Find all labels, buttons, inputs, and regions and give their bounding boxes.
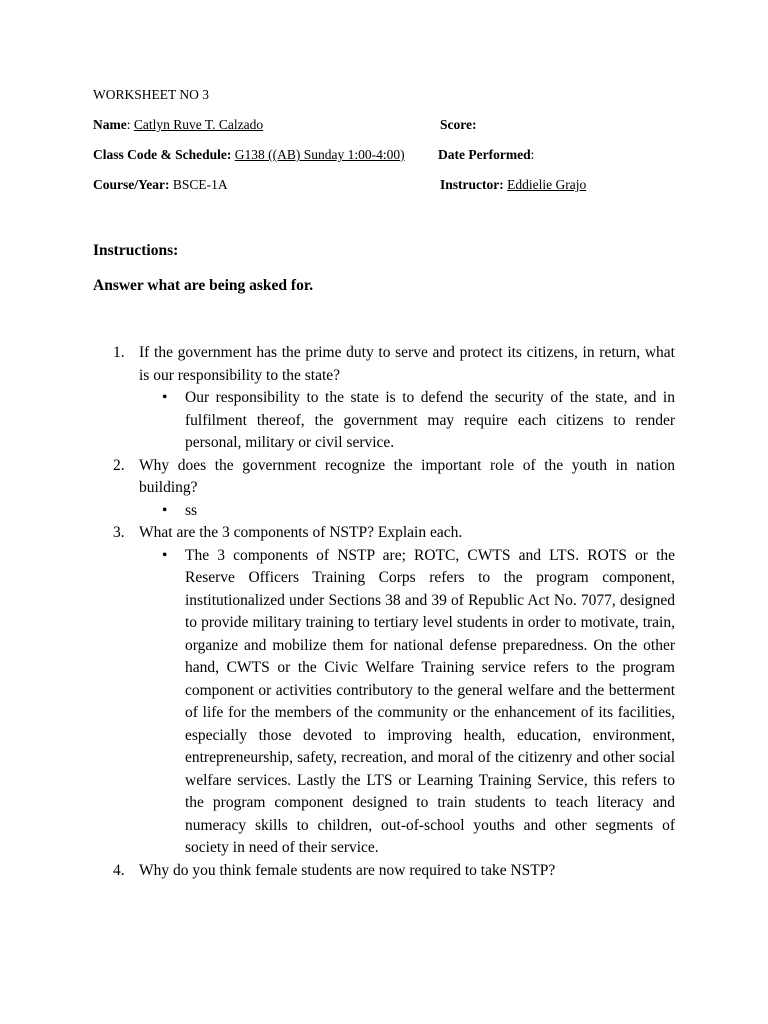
name-value: Catlyn Ruve T. Calzado xyxy=(133,117,264,132)
question-2 xyxy=(93,455,675,500)
date-row xyxy=(438,146,534,164)
score-label: Score: xyxy=(440,117,477,132)
answer-2 xyxy=(93,500,675,523)
question-number: 1. xyxy=(113,344,125,361)
bullet-icon: • xyxy=(162,389,168,406)
question-3 xyxy=(93,522,675,545)
bullet-icon: • xyxy=(162,546,168,564)
instructions-title: Instructions: xyxy=(93,242,179,259)
course-label: Course/Year: xyxy=(93,177,170,192)
question-number: 3. xyxy=(113,524,125,541)
question-number: 4. xyxy=(113,861,125,879)
course-row xyxy=(93,176,228,194)
question-text: What are the 3 components of NSTP? Explain each. xyxy=(139,524,463,541)
course-value: BSCE-1A xyxy=(172,177,228,192)
name-row xyxy=(93,116,263,134)
question-number: 2. xyxy=(113,456,125,474)
question-text: If the government has the prime duty to serve and protect its citizens, in return, what is our responsibility to the state? xyxy=(139,344,675,384)
instructor-row xyxy=(440,176,586,194)
question-text: Why does the government recognize the important role of the youth in nation building? xyxy=(139,456,675,496)
answer-text: The 3 components of NSTP are; ROTC, CWTS and LTS. ROTS or the Reserve Officers Training Corps refers to the program component, institutionalized under Sections 38 and 39 of Republic Act No. 7077, designed to provide military training to tertiary level students in order to motivate, train, organize and mobilize them for national defense preparedness. On the other hand, CWTS or the Civic Welfare Training service refers to the program component or activities contributory to the general welfare and the betterment of life for the members of the community or the enhancement of its facilities, especially those devoted to improving health, education, environment, entrepreneurship, safety, recreation, and moral of the citizenry and other social welfare services. Lastly the LTS or Learning Training Service, this refers to the program component designed to train students to teach literacy and numeracy skills to children, out-of-school youths and other segments of society in need of their service. xyxy=(185,546,675,856)
worksheet-title: WORKSHEET NO 3 xyxy=(93,87,209,102)
question-list xyxy=(93,342,675,882)
question-1 xyxy=(93,342,675,387)
question-text: Why do you think female students are now required to take NSTP? xyxy=(139,861,556,879)
question-4 xyxy=(93,860,675,883)
instructor-value: Eddielie Grajo xyxy=(507,177,587,192)
instructor-label: Instructor: xyxy=(440,177,504,192)
answer-1 xyxy=(93,387,675,455)
name-colon: : xyxy=(126,117,134,132)
class-row xyxy=(93,146,405,164)
score-row xyxy=(440,116,477,134)
answer-3 xyxy=(93,545,675,860)
date-colon: : xyxy=(530,147,535,162)
date-label: Date Performed xyxy=(438,147,531,162)
bullet-icon: • xyxy=(162,501,168,519)
instructions-body: Answer what are being asked for. xyxy=(93,277,314,294)
answer-text: Our responsibility to the state is to defend the security of the state, and in fulfilment thereof, the government may require each citizens to render personal, military or civil service. xyxy=(185,389,675,451)
class-label: Class Code & Schedule: xyxy=(93,147,232,162)
class-value: G138 ((AB) Sunday 1:00-4:00) xyxy=(234,147,405,162)
answer-text: ss xyxy=(185,501,198,519)
name-label: Name xyxy=(93,117,127,132)
